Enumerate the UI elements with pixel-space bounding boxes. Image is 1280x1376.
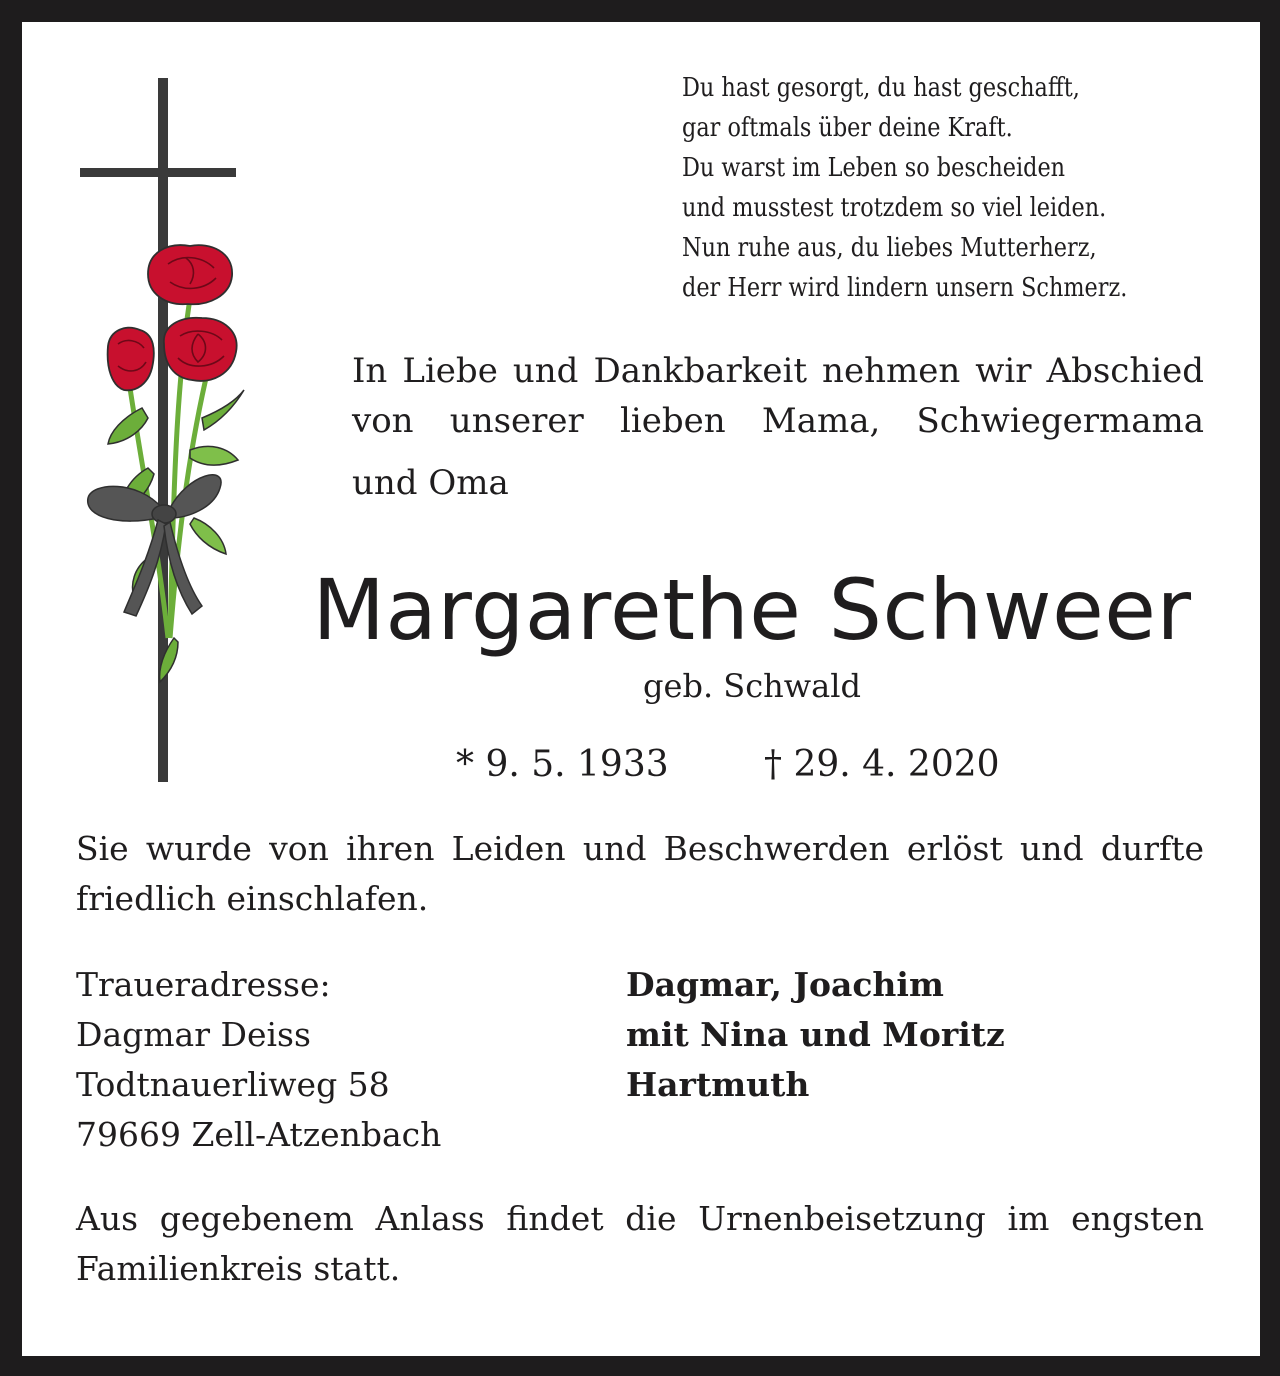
cross-with-roses-icon: [78, 78, 246, 782]
poem-line: Nun ruhe aus, du liebes Mutterherz,: [682, 233, 1097, 263]
address-line: 79669 Zell-Atzenbach: [76, 1115, 442, 1154]
obituary-card: [22, 22, 1260, 1356]
address-line: Traueradresse:: [76, 965, 331, 1004]
intro-line: In Liebe und Dankbarkeit nehmen wir Abschied: [352, 351, 1204, 391]
birth-date: * 9. 5. 1933: [456, 744, 669, 785]
poem-line: Du hast gesorgt, du hast geschafft,: [682, 73, 1080, 103]
intro-line: von unserer lieben Mama, Schwiegermama: [352, 401, 1204, 441]
address-line: Dagmar Deiss: [76, 1015, 311, 1054]
intro-text: [352, 346, 1204, 508]
intro-line: und Oma: [352, 463, 509, 503]
address-line: Todtnauerliweg 58: [76, 1065, 390, 1104]
family-line: Dagmar, Joachim: [626, 965, 944, 1004]
poem-line: der Herr wird lindern unsern Schmerz.: [682, 273, 1128, 303]
poem: [682, 68, 1164, 308]
death-date: † 29. 4. 2020: [764, 744, 1000, 785]
mourning-address: [76, 960, 596, 1160]
poem-line: gar oftmals über deine Kraft.: [682, 113, 1013, 143]
deceased-name: Margarethe Schweer: [312, 561, 1192, 659]
poem-line: Du warst im Leben so bescheiden: [682, 153, 1066, 183]
family-names: [626, 960, 1206, 1110]
maiden-name: geb. Schwald: [643, 667, 861, 705]
poem-line: und musstest trotzdem so viel leiden.: [682, 193, 1107, 223]
family-line: Hartmuth: [626, 1065, 810, 1104]
family-line: mit Nina und Moritz: [626, 1015, 1005, 1054]
message-text: Sie wurde von ihren Leiden und Beschwerden erlöst und durfte friedlich einschlafen.: [76, 829, 1204, 918]
closing-text: Aus gegebenem Anlass findet die Urnenbeisetzung im engsten Familienkreis statt.: [76, 1199, 1204, 1288]
